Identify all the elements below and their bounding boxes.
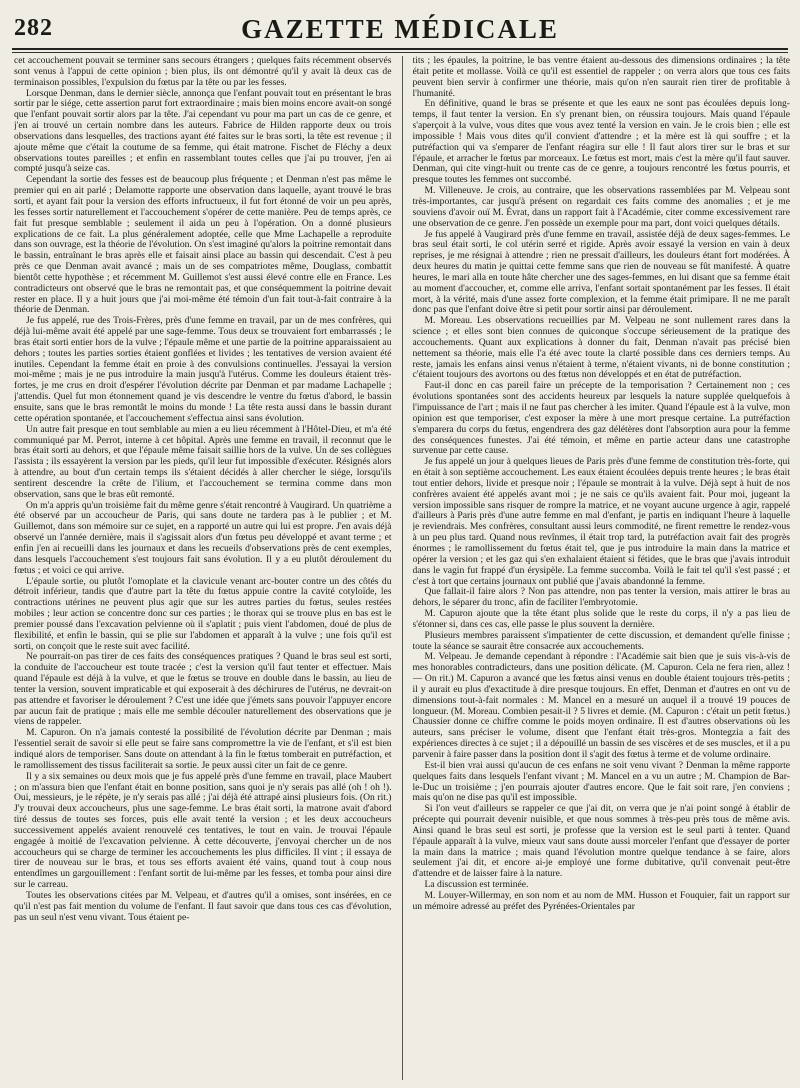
article-columns (14, 56, 790, 1080)
paragraph: tits ; les épaules, la poitrine, le bas ventre étaient au-dessous des dimensions ordinaires ; la tête était petite et mollasse. Voilà ce qu'il est essentiel de rappeler ; on verra alors que tous ces faits peuvent bien servir à confirmer une théorie, mais qu'on n'en saurait rien tirer de profitable à l'humanité. (412, 56, 790, 99)
paragraph: Si l'on veut d'ailleurs se rappeler ce que j'ai dit, on verra que je n'ai point songé à établir de précepte qui pourrait devenir nuisible, et que nous sommes à très-peu près tous de même avis. Ainsi quand le bras seul est sorti, je professe que la version est le seul parti à tenter. Quand l'épaule apparaît à la vulve, mieux vaut sans doute aussi morceler l'enfant que d'essayer de porter la main dans la matrice ; mais quand l'évolution montre quelque tendance à se faire, alors seulement j'ai dit, et encore ai-je employé une forme dubitative, qu'il convenait peut-être d'attendre et de laisser faire à la nature. (412, 803, 790, 880)
paragraph: M. Louyer-Willermay, en son nom et au nom de MM. Husson et Fouquier, fait un rapport sur un mémoire adressé au préfet des Pyrénées-Orientales par (412, 889, 790, 912)
paragraph: Un autre fait presque en tout semblable au mien a eu lieu récemment à l'Hôtel-Dieu, et m'a été communiqué par M. Perrot, interne à cet hôpital. Après une femme en travail, il reconnut que le bras était sorti au dehors, et que l'épaule même faisait saillie hors de la vulve. Un de ses collègues l'assista ; ils essayèrent la version par les pieds, qu'il leur fut impossible d'exécuter. Résignés alors à attendre, au bout d'un certain temps ils s'étaient décidés à aller chercher le siége, lorsqu'ils sentirent descendre la crête de l'ilium, et l'accouchement se termina comme dans mon observation, sans que le bras eût remonté. (14, 423, 392, 500)
paragraph: Je fus appelé à Vaugirard près d'une femme en travail, assistée déjà de deux sages-femmes. Le bras seul était sorti, le col utérin serré et rigide. Après avoir essayé la version en vain à deux reprises, je me résignai à attendre ; rien ne pressait d'ailleurs, les douleurs étant fort modérées. À deux heures du matin je quittai cette femme sans que rien de nouveau se fût manifesté. À quatre heures, le mari alla en toute hâte chercher une des sages-femmes, en lui disant que sa femme était au moment d'accoucher, et, comme elle arriva, l'enfant sortait spontanément par les fesses. Il était mort, à la vérité, mais d'une assez forte complexion, et la femme était primipare. Il ne me paraît donc pas que l'enfant doive être si petit pour sortir ainsi par déroulement. (412, 228, 790, 316)
paragraph: Toutes les observations citées par M. Velpeau, et d'autres qu'il a omises, sont insérées, en ce qu'il n'est pas fait mention du volume de l'enfant. Il faut savoir que dans tous ces cas d'évolution, pas un seul n'est venu vivant. Tous étaient pe- (14, 889, 392, 923)
right-column (413, 56, 791, 1080)
paragraph: Est-il bien vrai aussi qu'aucun de ces enfans ne soit venu vivant ? Denman la même rapporte quelques faits dans lesquels l'enfant vivant ; M. Mancel en a vu un autre ; M. Champion de Bar-le-Duc un troisième ; j'en pourrais ajouter d'autres encore. Que le fait soit rare, j'en conviens ; mais qu'on ne dise pas qu'il est impossible. (412, 759, 790, 804)
paragraph: Faut-il donc en cas pareil faire un précepte de la temporisation ? Certainement non ; ces évolutions spontanées sont des accidents heureux par lesquels la nature supplée quelquefois à l'impuissance de l'art ; mais il ne faut pas chercher à les imiter. Quand l'épaule est à la vulve, mon opinion est que temporiser, c'est exposer la mère à une mort presque certaine. La putréfaction s'emparera du corps du fœtus, engendrera des gaz délétères dont l'absorption aura pour la femme des conséquences funestes. J'ai été témoin, et même en partie acteur dans une catastrophe survenue par cette cause. (412, 380, 790, 457)
paragraph: Je fus appelé un jour à quelques lieues de Paris près d'une femme de constitution très-forte, qui en était à son septième accouchement. Les eaux étaient écoulées depuis trente heures ; le bras était tout entier dehors, livide et presque noir ; l'épaule se montrait à la vulve. Déjà sept à huit de nos confrères avaient été appelés avant moi ; je ne sais ce qu'ils avaient fait. Pour moi, jugeant la version impossible sans risquer de rompre la matrice, et ne voyant aucune urgence à agir, rappelé d'ailleurs à Paris près d'une autre femme en mal d'enfant, je partis en indiquant l'heure à laquelle je reviendrais. Mes confrères, consultant aussi leurs commodité, ne firent remettre le rendez-vous à un peu plus tard. Quand nous revînmes, il était trop tard, la putréfaction avait fait des progrès énormes ; le ramollissement du fœtus était tel, que je pus introduire la main dans la matrice et opérer la version ; et les gaz qui s'en exhalaient étaient si fétides, que le bras que j'avais introduit dans le vagin fut frappé d'un érysipèle. La femme succomba. Voilà le fait tel qu'il s'est passé ; et c'est à tort que certains journaux ont publié que j'avais abandonné la femme. (412, 456, 790, 587)
journal-title: GAZETTE MÉDICALE (241, 14, 559, 44)
paragraph: M. Capuron ajoute que la tête étant plus solide que le reste du corps, il n'y a pas lieu de s'étonner si, dans ces cas, elle passe le plus souvent la dernière. (412, 608, 790, 630)
page-number: 282 (14, 15, 53, 41)
page-header (12, 14, 788, 50)
paragraph: M. Velpeau. Je demande cependant à répondre : l'Académie sait bien que je suis vis-à-vis de mes honorables contradicteurs, dans une position délicate. (M. Capuron. Cela ne fera rien, allez ! — On rit.) M. Capuron a avancé que les fœtus ainsi venus en double étaient toujours très-petits ; il y aurait eu plus d'exactitude à dire presque toujours. En effet, Denman et d'autres en ont vu de dimensions tout-à-fait normales : M. Mancel en a mesuré un auquel il a trouvé 19 pouces de longueur. (M. Moreau. Combien pesait-il ? 5 livres et demie. (M. Capuron : c'était un petit fœtus.) Chaussier donne ce chiffre comme le poids moyen ordinaire. Il est d'autres observations où les auteurs, sans préciser le volume, disent que l'enfant était très-gros. Montegzia a fait des expériences directes à ce sujet ; il a dépouillé un bassin de ses viscères et de ses muscles, et il a pu parvenir à faire passer dans la position dont il s'agit des fœtus à terme et de volume ordinaire. (412, 651, 790, 760)
paragraph: Que fallait-il faire alors ? Non pas attendre, non pas tenter la version, mais attirer le bras au dehors, le séparer du tronc, afin de faciliter l'embryotomie. (412, 586, 790, 609)
paragraph: Ne pourrait-on pas tirer de ces faits des conséquences pratiques ? Quand le bras seul est sorti, la conduite de l'accoucheur est toute tracée ; c'est la version qu'il faut tenter et effectuer. Mais quand l'épaule est déjà à la vulve, et que le fœtus se trouve en double dans le bassin, au lieu de tenter la version, souvent impraticable et qui exposerait à des déchirures de l'utérus, ne devrait-on pas attendre et favoriser le déroulement ? C'est une idée que j'émets sans pouvoir l'appuyer encore par aucun fait de pratique ; mais elle me semble découler naturellement des observations que je viens de rappeler. (14, 651, 392, 728)
paragraph: Lorsque Denman, dans le dernier siècle, annonça que l'enfant pouvait tout en présentant le bras sortir par le siége, cette assertion parut fort extraordinaire ; mais bien moins encore avait-on songé que l'enfant pouvait sortir alors par la tête. J'ai cependant vu pour ma part un cas de ce genre, et j'en ai trouvé un certain nombre dans les auteurs. Fabrice de Hilden rapporte deux ou trois observations dans lesquelles, des tractions ayant été faites sur le bras sorti, la tête est revenue ; il ajoute même que c'était la coutume de sa femme, qui était matrone. Fischet de Fléchy a deux observations toutes pareilles ; et enfin en rassemblant toutes celles que j'ai pu trouver, j'en ai compté jusqu'à seize cas. (14, 87, 392, 175)
paragraph: En définitive, quand le bras se présente et que les eaux ne sont pas écoulées depuis long-temps, il faut tenter la version. En s'y prenant bien, on réussira toujours. Mais quand l'épaule s'aperçoit à la vulve, vous dites que vous avez tenté la version en vain. Je le crois bien ; elle est impossible ! Mais vous dites qu'il convient d'attendre ; et la mère est là qui souffre ; et la putréfaction qui va s'emparer de l'enfant réagira sur elle ! Il faut alors tirer sur le bras et sur l'épaule, et arracher le fœtus par morceaux. Le fœtus est mort, mais c'est la mère qu'il faut sauver. Denman, qui cite vingt-huit ou trente cas de ce genre, a toujours rencontré les fœtus pourris, et presque toutes les femmes ont succombé. (412, 98, 790, 186)
paragraph: cet accouchement pouvait se terminer sans secours étrangers ; quelques faits récemment observés sont venus à l'appui de cette opinion ; bien plus, ils ont démontré qu'il y avait là deux cas de terminaison possibles, l'expulsion du fœtus par la tête ou par les fesses. (14, 56, 392, 88)
paragraph: On m'a appris qu'un troisième fait du même genre s'était rencontré à Vaugirard. Un quatrième a été observé par un accoucheur de Paris, qui sans doute ne tardera pas à le publier ; et M. Guillemot, dans son mémoire sur ce sujet, en a rapporté un autre qui lui est propre. J'en avais déjà observé un l'année dernière, mais il s'agissait alors d'un fœtus peu développé et avant terme ; et enfin j'en ai recueilli dans les journaux et dans les recueils d'observations près de cent exemples, dans lesquels l'accouchement s'est toujours fait sans évolution. Il y a eu plutôt déroulement du fœtus ; et voici ce qui arrive. (14, 499, 392, 576)
paragraph: Je fus appelé, rue des Trois-Frères, près d'une femme en travail, par un de mes confrères, qui déjà lui-même avait été appelé par une sage-femme. Tous deux se trouvaient fort embarrassés ; le bras était sorti entier hors de la vulve ; l'épaule même et une partie de la poitrine apparaissaient au dehors ; toutes les parties sorties étaient gonflées et livides ; les tentatives de version avaient été inutiles. Cependant la femme était en proie à des convulsions continuelles. J'essayai la version moi-même ; mais je ne pus introduire la main jusqu'à l'utérus. Comme les douleurs étaient très-fortes, je me crus en droit d'espérer l'évolution décrite par Denman et par madame Lachapelle ; j'attendis. Quel fut mon étonnement quand je vis descendre le ventre du fœtus d'abord, le bassin ensuite, sans que le bras remontât le moins du monde ! La tête resta aussi dans le bassin durant cette opération spontanée, et l'accouchement s'effectua ainsi sans évolution. (14, 315, 392, 424)
paragraph: M. Moreau. Les observations recueillies par M. Velpeau ne sont nullement rares dans la science ; et elles sont bien connues de quiconque s'occupe sérieusement de la pratique des accouchements. Quant aux explications à donner du fait, Denman n'avait pas précisé bien nettement sa théorie, mais elle l'a été avec toute la clarté possible dans ces derniers temps. Au reste, jamais les enfans ainsi venus n'étaient à terme, n'étaient vivants, ni de bonne constitution ; c'étaient toujours des avortons ou des fœtus non développés et en état de putréfaction. (412, 315, 790, 381)
paragraph: M. Capuron. On n'a jamais contesté la possibilité de l'évolution décrite par Denman ; mais l'essentiel serait de savoir si elle peut se faire sans compromettre la vie de l'enfant, et s'il est bien indiqué alors de temporiser. Sans doute on attendant à la fin le fœtus tomberait en putréfaction, et le ramollissement des tissus faciliterait sa sortie. Je peux aussi citer un fait de ce genre. (14, 727, 392, 771)
header-rule (12, 52, 788, 53)
left-column (14, 56, 392, 1080)
paragraph: La discussion est terminée. (424, 879, 529, 891)
paragraph: L'épaule sortie, ou plutôt l'omoplate et la clavicule venant arc-bouter contre un des côtés du détroit inférieur, tandis que d'autre part la tête du fœtus appuie contre la cavité cotyloïde, les contractions utérines ne peuvent plus agir que sur les autres parties du fœtus, seules restées mobiles ; leur action se concentre donc sur ces parties ; le thorax qui se trouve plus en bas est le premier poussé dans l'excavation pelvienne où il s'aplatit ; puis vient l'abdomen, doué de plus de flexibilité, et enfin le bassin, qui se plie sur l'abdomen et apparaît à la vulve ; une fois qu'il est sorti, on conçoit que le reste suit avec facilité. (14, 575, 392, 652)
paragraph: Plusieurs membres paraissent s'impatienter de cette discussion, et demandent qu'elle finisse ; toute la séance se saurait être consacrée aux accouchements. (412, 629, 790, 652)
paragraph: M. Villeneuve. Je crois, au contraire, que les observations rassemblées par M. Velpeau sont très-importantes, car jusqu'à présent on regardait ces faits comme des anomalies ; et je me souviens d'avoir ouï M. Évrat, dans un rapport fait à l'Académie, citer comme excessivement rare une observation de ce genre. J'en possède un exemple pour ma part, dont voici quelques détails. (412, 185, 790, 229)
paragraph: Cependant la sortie des fesses est de beaucoup plus fréquente ; et Denman n'est pas même le premier qui en ait parlé ; Delamotte rapporte une observation dans laquelle, ayant trouvé le bras sorti, et ayant fait pour la version des efforts infructueux, il fut fort étonné de voir un peu après, les fesses sortir naturellement et l'accouchement s'opérer de cette manière. Peu de temps après, ce fait fut presque semblable ; seulement il aida un peu à l'opération. On a donné plusieurs explications de ce fait. La plus généralement adoptée, celle que Mme Lachapelle a reproduite dans son ouvrage, est la théorie de l'évolution. On s'est imaginé qu'alors la poitrine remontait dans le bassin, entraînant le bras après elle et faisait ainsi place au bassin qui descendait. C'est à peu près ce que Denman avait avancé ; mais un de ses compatriotes même, Douglass, combattit bientôt cette hypothèse ; et récemment M. Guillemot s'est aussi élevé contre elle en France. Les contradicteurs ont observé que le bras ne remontait pas, et que conséquemment la poitrine devait rester en place. Il y a huit jours que j'ai moi-même été témoin d'un fait tout-à-fait contraire à la théorie de Denman. (14, 174, 392, 316)
column-divider (402, 56, 403, 1080)
paragraph: Il y a six semaines ou deux mois que je fus appelé près d'une femme en travail, place Maubert ; on m'assura bien que l'enfant était en bonne position, sans quoi je n'y serais pas allé (oh ! oh !). Oui, messieurs, je le répète, je n'y serais pas allé ; j'ai déjà été attrapé ainsi plusieurs fois. (On rit.) J'y trouvai deux accoucheurs, plus une sage-femme. Le bras était sorti, la matrone avait d'abord tiré dessus de toutes ses forces, puis elle avait tenté la version ; et les deux accoucheurs successivement appelés avaient renouvelé ces tentatives, le tout en vain. Je trouvai l'épaule engagée à moitié de l'excavation pelvienne. À cette découverte, j'envoyai chercher un de nos accoucheurs qui se charge de terminer les accouchements les plus difficiles. Il vint ; il essaya de tirer de nouveau sur le bras, et tous ses efforts avaient été vains, quand tout à coup nous entendîmes un gargouillement : l'enfant sortit de lui-même par les fesses, et tomba pour ainsi dire sur le carreau. (14, 770, 392, 891)
